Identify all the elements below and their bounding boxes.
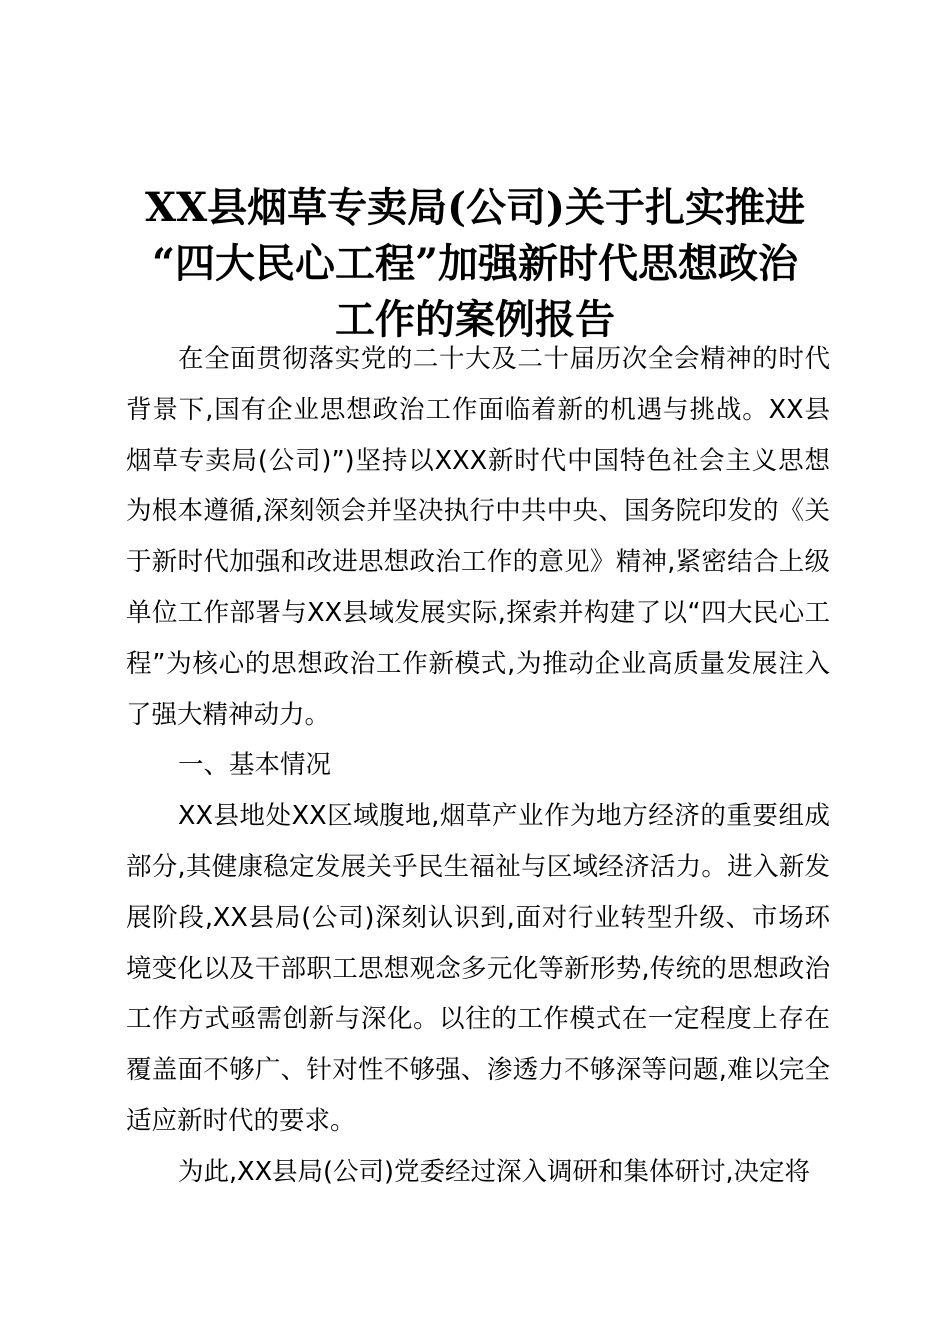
paragraph-decision: 为此,XX县局(公司)党委经过深入调研和集体研讨,决定将 <box>178 1156 811 1187</box>
section-heading-basic-situation: 一、基本情况 <box>178 750 332 781</box>
paragraph-basic-situation: XX县地处XX区域腹地,烟草产业作为地方经济的重要组成部分,其健康稳定发展关乎民生福祉与区域经济活力。进入新发展阶段,XX县局(公司)深刻认识到,面对行业转型升级、市场环境变化以及干部职工思想观念多元化等新形势,传统的思想政治工作方式亟需创新与深化。以往的工作模式在一定程度上存在覆盖面不够广、针对性不够强、渗透力不够深等问题,难以完全适应新时代的要求。 <box>126 801 830 1136</box>
document-body <box>126 334 830 1198</box>
title-line-1: XX县烟草专卖局(公司)关于扎实推进 <box>145 184 805 231</box>
title-line-2: “四大民心工程”加强新时代思想政治 <box>151 240 798 287</box>
title-line-3: 工作的案例报告 <box>335 296 615 343</box>
paragraph-intro: 在全面贯彻落实党的二十大及二十届历次全会精神的时代背景下,国有企业思想政治工作面临着新的机遇与挑战。XX县烟草专卖局(公司)”)坚持以XXX新时代中国特色社会主义思想为根本遵循,深刻领会并坚决执行中共中央、国务院印发的《关于新时代加强和改进思想政治工作的意见》精神,紧密结合上级单位工作部署与XX县域发展实际,探索并构建了以“四大民心工程”为核心的思想政治工作新模式,为推动企业高质量发展注入了强大精神动力。 <box>126 344 830 730</box>
document-title <box>120 180 830 348</box>
